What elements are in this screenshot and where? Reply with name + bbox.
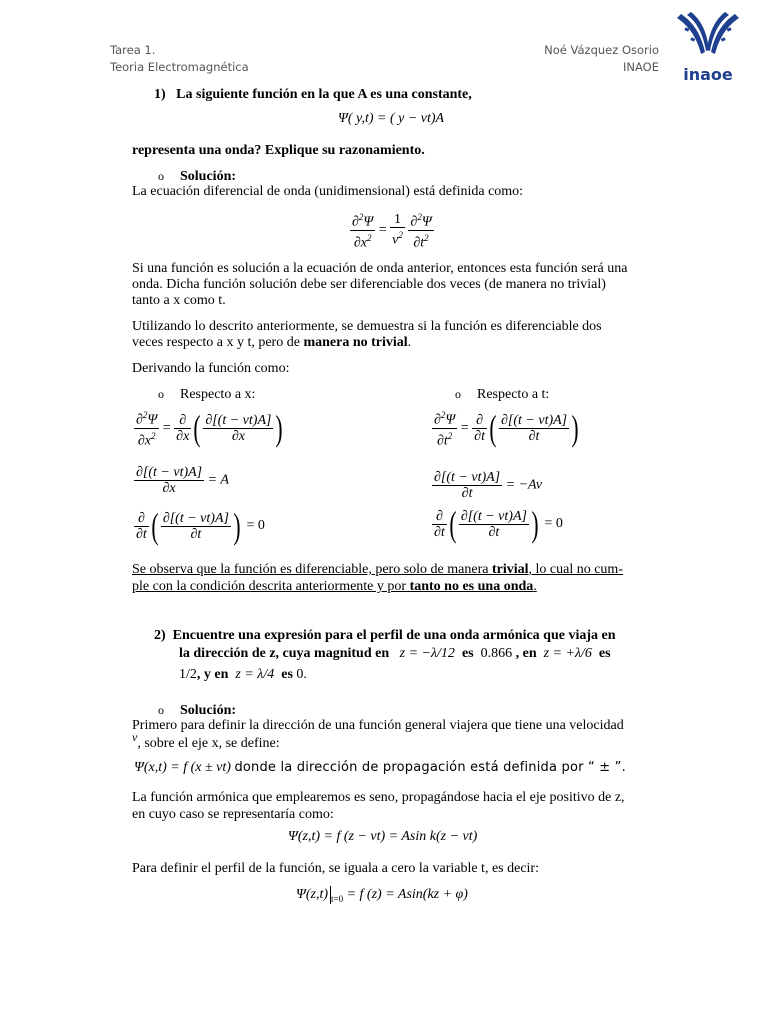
q1-conclusion-line1: Se observa que la función es diferenciable, pero solo de manera trivial, lo cual no cum- xyxy=(132,562,623,577)
q1-para1-line3: tanto a x como t. xyxy=(132,293,226,308)
q2-heading-line3: 1/2, y en z = λ/4 es 0. xyxy=(179,667,307,682)
q2-heading-line1: 2) Encuentre una expresión para el perfil de una onda armónica que viaja en xyxy=(154,628,616,643)
q1-line1: La ecuación diferencial de onda (unidimensional) está definida como: xyxy=(132,184,524,199)
q1-heading xyxy=(154,86,472,103)
q1-number: 1) xyxy=(154,87,166,102)
course-title: Tarea 1. xyxy=(110,43,156,57)
q2-profile-intro: Para definir el perfil de la función, se iguala a cero la variable t, es decir: xyxy=(132,861,539,876)
institution-name: INAOE xyxy=(623,60,659,74)
q1-conclusion-line2: ple con la condición descrita anteriormente y por tanto no es una onda. xyxy=(132,579,537,594)
q1-resp-t: o Respecto a t: xyxy=(455,387,550,402)
q1-para2-line1: Utilizando lo descrito anteriormente, se demuestra si la función es diferenciable dos xyxy=(132,319,602,334)
header-left xyxy=(110,42,249,76)
q2-line1: Primero para definir la dirección de una función general viajera que tiene una velocidad xyxy=(132,718,624,733)
q1-resp-x: o Respecto a x: xyxy=(158,387,256,402)
inaoe-logo-icon xyxy=(671,8,745,84)
q2-line2: v, sobre el eje x, se define: xyxy=(132,730,280,751)
q1-deriv-intro: Derivando la función como: xyxy=(132,361,290,376)
q1-para1-line2: onda. Dicha función solución debe ser diferenciable dos veces (de manera no trivial) xyxy=(132,277,606,292)
deriv-x-zero: $\frac{\partial}{\partial t}$ ( $\frac{\partial[(t - vt)A]}{\partial t}$ ) = 0 xyxy=(136,506,265,546)
q1-para2-line2: veces respecto a x y t, pero de manera no trivial. xyxy=(132,335,412,350)
q1-solution-label: o Solución: xyxy=(158,169,237,184)
q1-prompt: La siguiente función en la que A es una constante, xyxy=(176,87,472,102)
q2-para-line1: La función armónica que emplearemos es seno, propagándose hacia el eje positivo de z, xyxy=(132,790,625,805)
deriv-x-first: $\frac{\partial[(t - vt)A]}{\partial x}$ = A xyxy=(136,465,229,496)
q2-profile-equation: Ψ(z,t) $_{t=0}$ = f (z) = Asin(kz + φ) xyxy=(296,887,468,905)
q2-solution-label: o Solución: xyxy=(158,703,237,718)
q1-equation: Ψ( y,t) = ( y − vt)A xyxy=(338,111,445,126)
q1-para1-line1: Si una función es solución a la ecuación de onda anterior, entonces esta función será una xyxy=(132,261,628,276)
q2-para-line2: en cuyo caso se representaría como: xyxy=(132,807,334,822)
course-subtitle: Teoria Electromagnética xyxy=(110,60,249,74)
q2-harmonic-equation: Ψ(z,t) = f (z − vt) = Asin k(z − vt) xyxy=(288,829,478,844)
logo-text: inaoe xyxy=(683,65,733,84)
q2-heading-line2: la dirección de z, cuya magnitud en z = −λ/12 es 0.866 , en z = +λ/6 es xyxy=(179,646,611,661)
deriv-t-second: $\frac{\partial^2\Psi}{\partial t^2}$ = $\frac{\partial}{\partial t}$ ( $\frac{\partial[(t - vt)A]}{\partial t}$ ) xyxy=(434,408,579,449)
q1-prompt2: representa una onda? Explique su razonamiento. xyxy=(132,143,425,158)
deriv-t-first: $\frac{\partial[(t - vt)A]}{\partial t}$ = −Av xyxy=(434,470,543,501)
q1-wave-equation: $\frac{\partial^2\Psi}{\partial x^2}$ = $\frac{1}{v^2}$ $\frac{\partial^2\Psi}{\partial t^2}$ xyxy=(352,212,432,251)
deriv-x-second: $\frac{\partial^2\Psi}{\partial x^2}$ = $\frac{\partial}{\partial x}$ ( $\frac{\partial[(t - vt)A]}{\partial x}$ ) xyxy=(136,408,284,449)
header-right xyxy=(541,42,659,76)
author-name: Noé Vázquez Osorio xyxy=(544,43,659,57)
q2-general-equation: Ψ(x,t) = f (x ± vt) donde la dirección de propagación está definida por “ ± ”. xyxy=(134,760,626,775)
deriv-t-zero: $\frac{\partial}{\partial t}$ ( $\frac{\partial[(t - vt)A]}{\partial t}$ ) = 0 xyxy=(434,504,563,544)
